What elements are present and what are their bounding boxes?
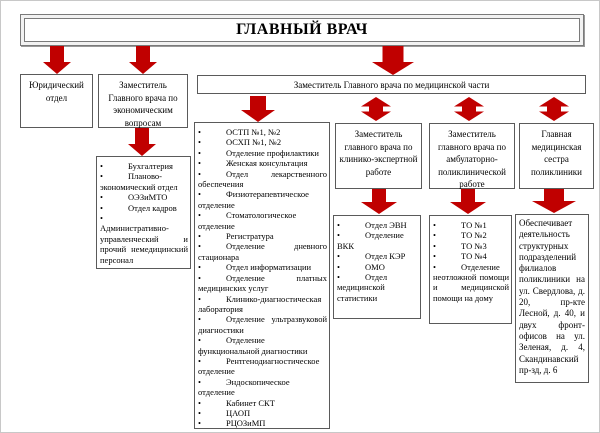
bullet-icon: •	[433, 240, 436, 251]
bullet-icon: •	[100, 192, 103, 203]
list-item-text: Отделение профилактики	[226, 147, 319, 158]
econ-units-list	[96, 156, 191, 269]
list-item	[198, 169, 327, 190]
list-item-text: Физиотерапевтическое отделение	[198, 189, 309, 210]
list-item-text: Отделение ультразвуковой диагностики	[198, 314, 327, 335]
box-deputy-outpatient	[429, 123, 515, 189]
list-item-text: ОМО	[365, 261, 385, 272]
bullet-icon: •	[337, 230, 340, 241]
list-item	[198, 241, 327, 262]
list-item-text: Бухгалтерия	[128, 161, 173, 171]
box-deputy-clinical-expert-label: Заместитель главного врача по клинико-экспертной работе	[339, 129, 418, 177]
arrow-medical-to-units-icon	[241, 96, 275, 122]
branches-note-text: Обеспечивает деятельность структурных подразделений филиалов поликлиники на ул. Свердлова, д. 20, пр-кте Лесной, д. 40, и двух фронт-офисов на ул. Зеленая, д. 4, Скандинавский пр-зд, д. 6	[519, 218, 585, 375]
clinical-expert-units-list	[333, 215, 421, 319]
list-item	[198, 377, 327, 398]
bullet-icon: •	[433, 261, 436, 272]
list-item	[198, 148, 327, 158]
list-item-text: Административно-управленческий и прочий немедицинский персонал	[100, 223, 188, 265]
bullet-icon: •	[198, 418, 201, 429]
list-item	[337, 220, 418, 230]
box-chief-nurse-label: Главная медицинская сестра поликлиники	[530, 129, 582, 177]
list-item-text: ТО №1	[461, 220, 487, 230]
box-chief-nurse	[519, 123, 594, 189]
list-item	[198, 262, 327, 272]
list-item	[100, 192, 188, 202]
list-item	[198, 408, 327, 418]
double-arrow-medical-nurse-icon	[539, 97, 569, 121]
bullet-icon: •	[198, 335, 201, 346]
arrow-title-to-legal-icon	[43, 46, 71, 74]
bullet-icon: •	[433, 220, 436, 230]
bullet-icon: •	[198, 397, 201, 408]
bullet-icon: •	[100, 213, 103, 224]
list-item	[198, 189, 327, 210]
list-item	[198, 273, 327, 294]
list-item	[433, 262, 509, 304]
list-item	[337, 251, 418, 261]
arrow-title-to-econ-icon	[129, 46, 157, 74]
list-item	[433, 251, 509, 261]
list-item	[100, 161, 188, 171]
list-item-text: Отделение платных медицинских услуг	[198, 272, 327, 294]
list-item	[433, 241, 509, 251]
double-arrow-medical-outpatient-icon	[454, 97, 484, 121]
list-item-text: РЦОЗиМП	[226, 418, 266, 429]
list-item	[198, 294, 327, 315]
arrow-econ-to-units-icon	[128, 128, 156, 156]
list-item	[198, 398, 327, 408]
box-deputy-clinical-expert	[335, 123, 422, 189]
list-item-text: Женская консультация	[226, 158, 308, 169]
list-item-text: Отделение дневного стационара	[198, 241, 327, 262]
list-item-text: Стоматологическое отделение	[198, 210, 297, 231]
list-item	[100, 171, 188, 192]
list-item-text: ЦАОП	[226, 407, 251, 418]
list-item-text: Отделение функциональной диагностики	[198, 335, 308, 356]
list-item	[198, 231, 327, 241]
bullet-icon: •	[198, 355, 201, 366]
list-item	[337, 272, 418, 303]
bullet-icon: •	[198, 407, 201, 418]
bullet-icon: •	[198, 293, 201, 304]
list-item-text: ТО №4	[461, 251, 487, 262]
outpatient-units-list	[429, 215, 512, 324]
list-item-text: ОСТП №1, №2	[226, 127, 281, 137]
bullet-icon: •	[433, 230, 436, 241]
list-item-text: Регистратура	[226, 231, 274, 242]
list-item-text: Эндоскопическое отделение	[198, 376, 290, 398]
box-deputy-econ	[98, 74, 188, 128]
branches-note	[515, 214, 589, 383]
arrow-nurse-to-note-icon	[532, 189, 576, 213]
bullet-icon: •	[337, 251, 340, 262]
list-item-text: Отдел КЭР	[365, 251, 406, 262]
bullet-icon: •	[198, 314, 201, 325]
medical-units-list	[194, 122, 330, 429]
list-item-text: Кабинет СКТ	[226, 397, 275, 408]
list-item	[337, 230, 418, 251]
arrow-clinical-to-units-icon	[361, 189, 397, 214]
arrow-title-to-medical-icon	[372, 46, 414, 75]
list-item-text: Отделение неотложной помощи и медицинской помощи на дому	[433, 261, 509, 303]
bullet-icon: •	[198, 168, 201, 179]
bullet-icon: •	[198, 231, 201, 242]
bullet-icon: •	[337, 220, 340, 230]
list-item-text: ОЭЗиМТО	[128, 192, 168, 203]
box-deputy-econ-label: Заместитель Главного врача по экономическим вопросам	[108, 80, 178, 128]
list-item	[433, 220, 509, 230]
list-item	[198, 335, 327, 356]
bullet-icon: •	[198, 262, 201, 273]
bullet-icon: •	[198, 158, 201, 169]
list-item	[198, 137, 327, 147]
list-item	[198, 314, 327, 335]
bullet-icon: •	[198, 210, 201, 221]
list-item-text: Отделение ВКК	[337, 230, 404, 251]
list-item-text: Планово-экономический отдел	[100, 171, 178, 192]
list-item	[198, 127, 327, 137]
list-item	[198, 418, 327, 428]
bullet-icon: •	[198, 147, 201, 158]
bullet-icon: •	[198, 241, 201, 252]
box-deputy-medical	[197, 75, 586, 94]
list-item-text: Отдел кадров	[128, 202, 177, 213]
box-legal-dept-label: Юридический отдел	[29, 80, 84, 103]
list-item	[100, 213, 188, 265]
page-title: ГЛАВНЫЙ ВРАЧ	[24, 18, 580, 42]
list-item-text: ОСХП №1, №2	[226, 137, 282, 148]
list-item-text: ТО №2	[461, 230, 487, 241]
list-item	[198, 356, 327, 377]
list-item	[433, 230, 509, 240]
bullet-icon: •	[100, 161, 103, 171]
bullet-icon: •	[100, 171, 103, 182]
list-item-text: Отдел информатизации	[226, 262, 312, 273]
bullet-icon: •	[337, 261, 340, 272]
box-deputy-outpatient-label: Заместитель главного врача по амбулаторно-поликлинической работе	[438, 129, 506, 189]
list-item-text: ТО №3	[461, 240, 487, 251]
bullet-icon: •	[198, 189, 201, 200]
list-item-text: Отдел медицинской статистики	[337, 272, 388, 303]
chief-physician-frame	[20, 14, 584, 46]
list-item	[337, 262, 418, 272]
bullet-icon: •	[198, 127, 201, 137]
bullet-icon: •	[433, 251, 436, 262]
box-legal-dept	[20, 74, 93, 128]
list-item	[100, 203, 188, 213]
arrow-outpatient-to-units-icon	[450, 189, 486, 214]
list-item-text: Отдел ЭВН	[365, 220, 407, 230]
list-item	[198, 210, 327, 231]
box-deputy-medical-label: Заместитель Главного врача по медицинской части	[293, 79, 490, 90]
bullet-icon: •	[100, 202, 103, 213]
bullet-icon: •	[198, 137, 201, 148]
list-item-text: Клинико-диагностическая лаборатория	[198, 293, 322, 314]
list-item-text: Отдел лекарственного обеспечения	[198, 168, 327, 190]
bullet-icon: •	[198, 376, 201, 387]
list-item-text: Рентгенодиагностическое отделение	[198, 355, 320, 377]
bullet-icon: •	[198, 272, 201, 283]
bullet-icon: •	[337, 272, 340, 283]
double-arrow-medical-clinical-icon	[361, 97, 391, 121]
list-item	[198, 158, 327, 168]
